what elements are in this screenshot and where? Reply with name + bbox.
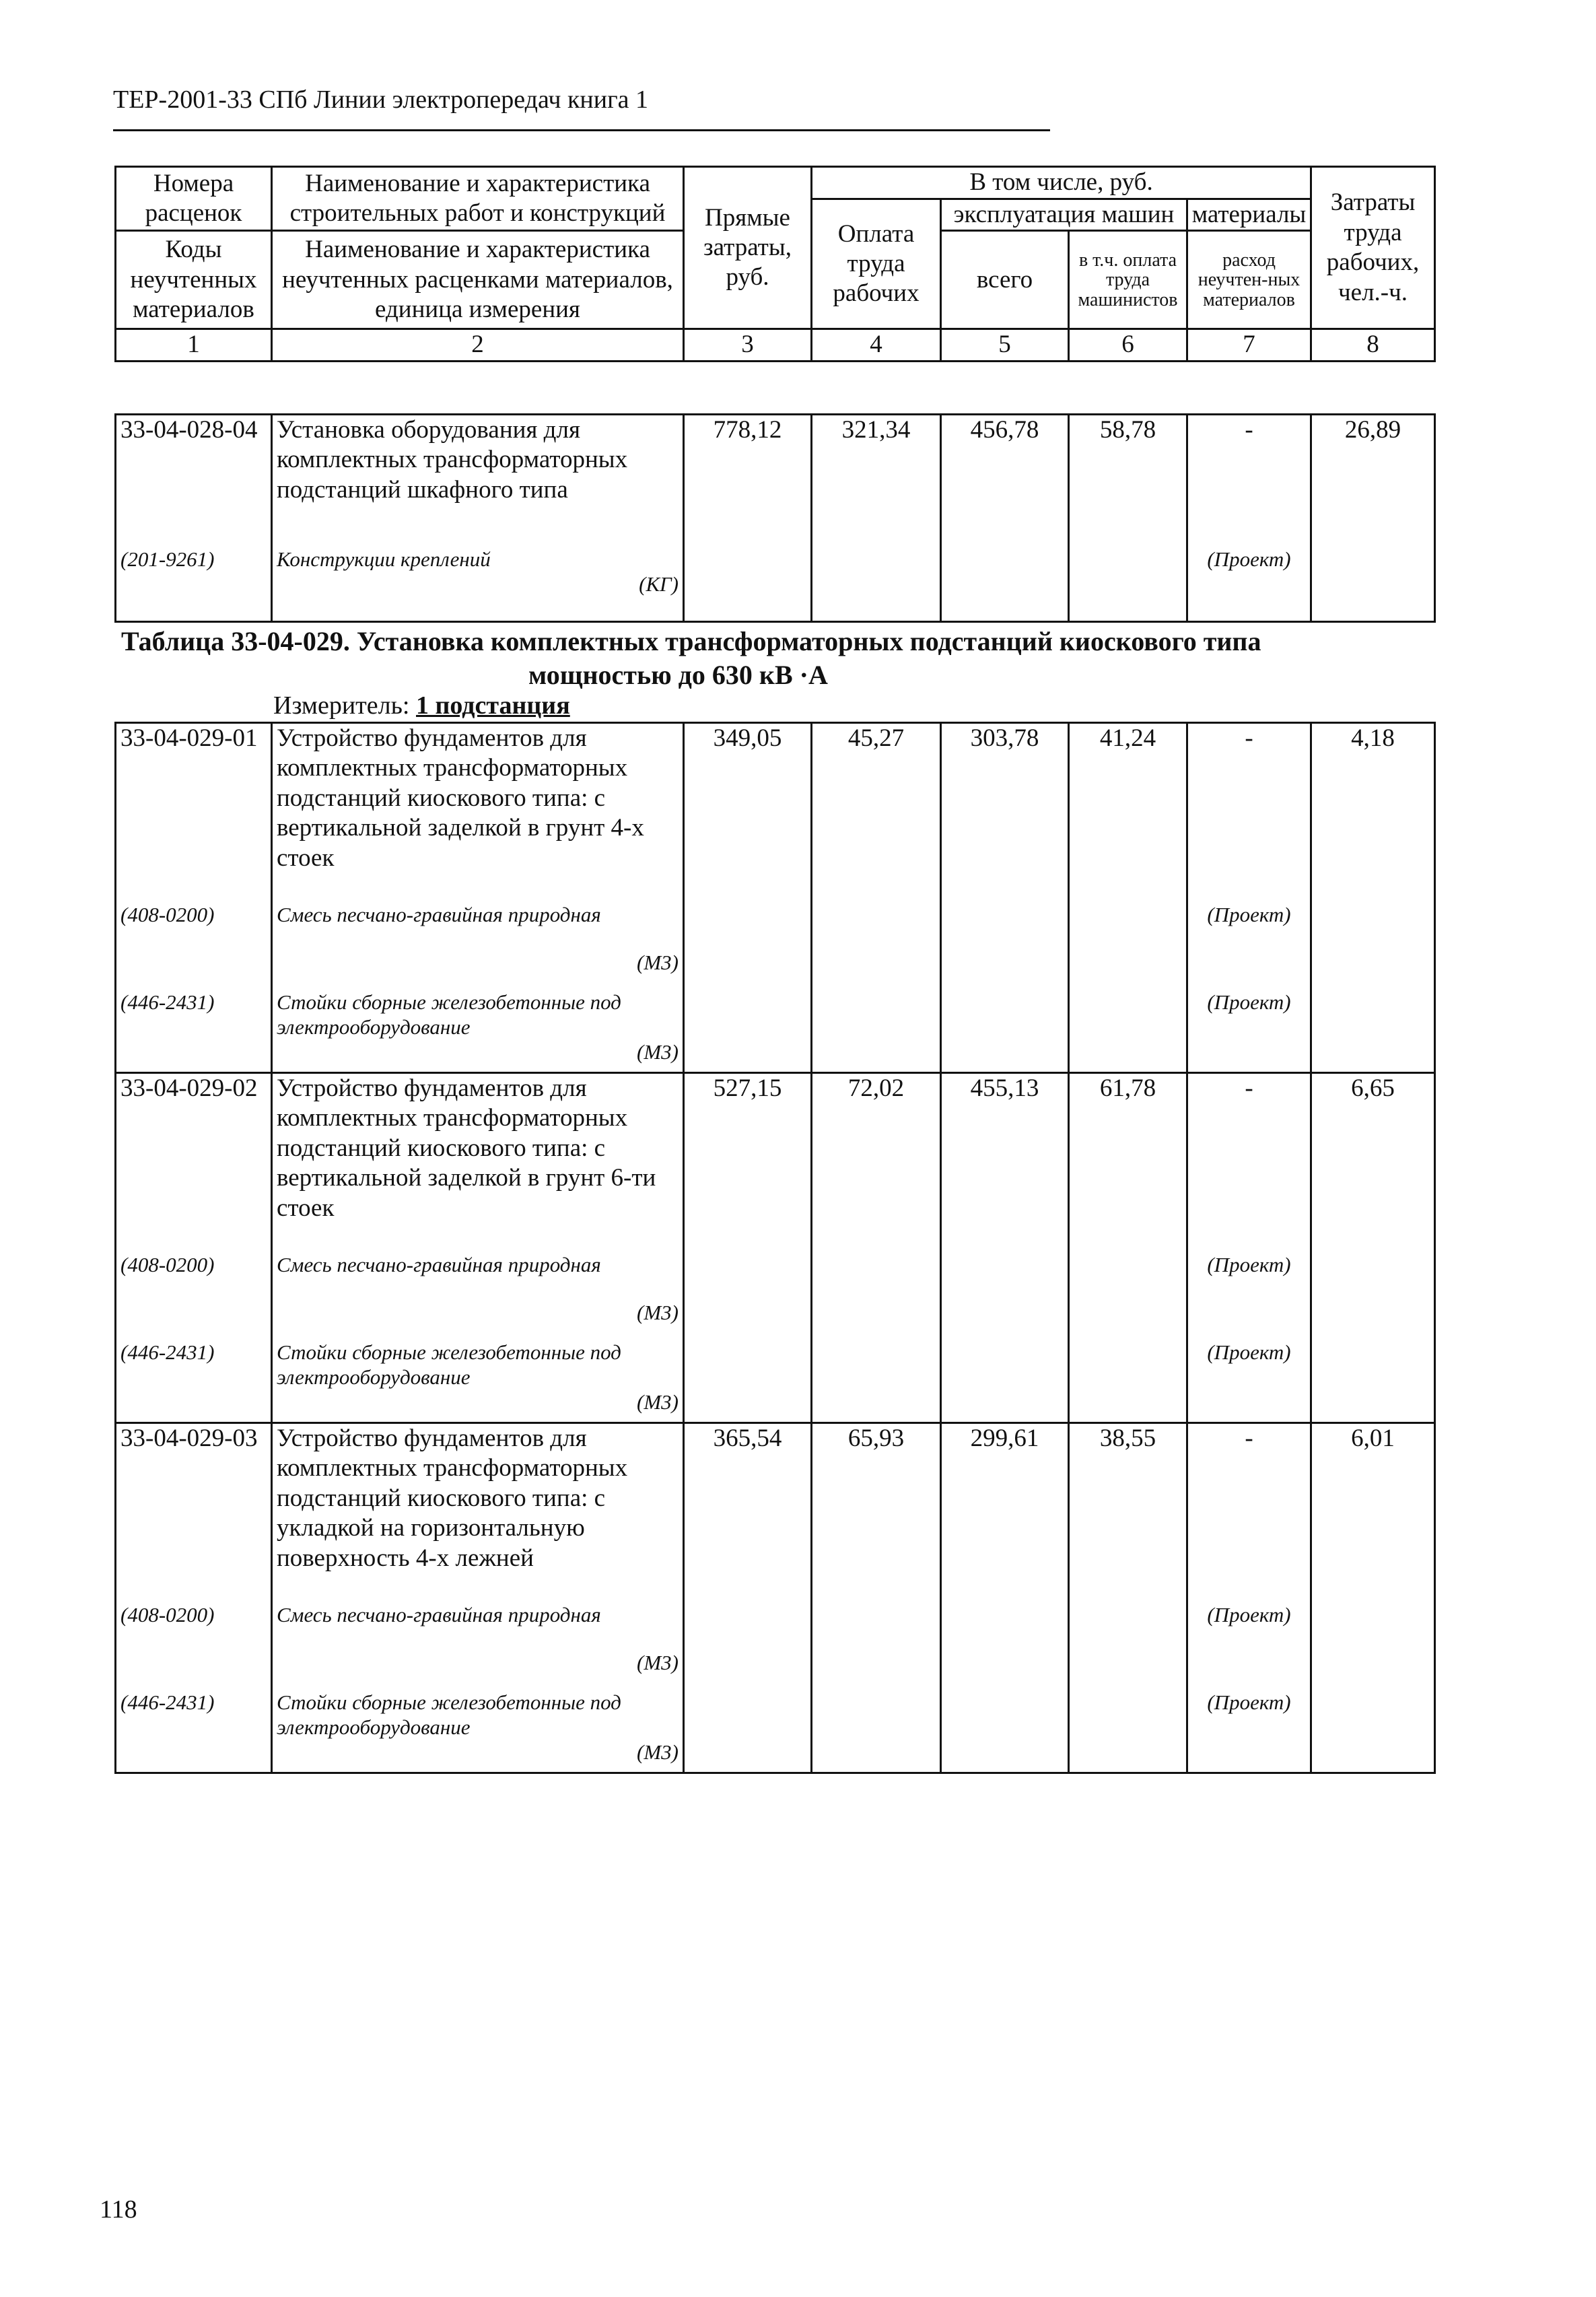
measure-unit — [273, 691, 570, 720]
material-unit: (М3) — [637, 1390, 679, 1414]
material-row — [116, 1247, 1435, 1340]
col-number: 5 — [941, 329, 1069, 361]
machines-total: 299,61 — [941, 1423, 1069, 1597]
direct-costs: 349,05 — [684, 723, 812, 897]
direct-costs: 778,12 — [684, 415, 812, 547]
header-rule — [113, 129, 1050, 131]
col-number: 6 — [1069, 329, 1187, 361]
direct-costs: 365,54 — [684, 1423, 812, 1597]
col-number: 2 — [272, 329, 684, 361]
including-header: В том числе, руб. — [812, 167, 1311, 199]
col-rate-numbers-header: Номера расценок — [116, 167, 272, 231]
caption-line-1: Таблица 33-04-029. Установка комплектных трансформаторных подстанций киоскового типа — [121, 626, 1261, 656]
material-row — [116, 990, 1435, 1073]
col-operators-pay-header — [1069, 231, 1187, 329]
rate-name: Устройство фундаментов для комплектных трансформаторных подстанций киоскового типа: с вертикальной заделкой в грунт 4-х стоек — [272, 723, 684, 897]
col-work-name-header: Наименование и характеристика строительных работ и конструкций — [272, 167, 684, 231]
material-unit: (М3) — [637, 1650, 679, 1674]
material-name: Смесь песчано-гравийная природная — [277, 902, 601, 926]
measure-value: 1 подстанция — [416, 691, 570, 720]
col-number: 3 — [684, 329, 812, 361]
unaccounted-materials-label: расход неучтен-ных материалов — [1198, 249, 1300, 310]
material-name: Конструкции креплений — [277, 547, 491, 571]
material-unit: (КГ) — [639, 572, 679, 596]
rates-table-1 — [114, 413, 1436, 623]
operators-pay-label: в т.ч. оплата труда машинистов — [1078, 249, 1178, 310]
material-name: Стойки сборные железобетонные под электрооборудование — [277, 1690, 621, 1739]
materials-header: материалы — [1187, 199, 1311, 231]
rate-name: Устройство фундаментов для комплектных трансформаторных подстанций киоскового типа: с укладкой на горизонтальную поверхность 4-х лежней — [272, 1423, 684, 1597]
col-number: 4 — [812, 329, 941, 361]
materials-value: - — [1187, 1073, 1311, 1247]
material-cell — [272, 1247, 684, 1340]
material-row — [116, 897, 1435, 990]
materials-value: - — [1187, 415, 1311, 547]
labor-pay: 72,02 — [812, 1073, 941, 1247]
material-row — [116, 547, 1435, 622]
material-unit: (М3) — [637, 1300, 679, 1324]
rate-code: 33-04-029-03 — [116, 1423, 272, 1597]
table-caption — [121, 625, 1380, 692]
material-unit: (М3) — [637, 950, 679, 974]
machines-total: 456,78 — [941, 415, 1069, 547]
material-note: (Проект) — [1187, 897, 1311, 990]
rate-code: 33-04-029-01 — [116, 723, 272, 897]
rate-code: 33-04-028-04 — [116, 415, 272, 547]
material-row — [116, 1690, 1435, 1773]
rate-name: Устройство фундаментов для комплектных трансформаторных подстанций киоскового типа: с вертикальной заделкой в грунт 6-ти стоек — [272, 1073, 684, 1247]
table-row — [116, 415, 1435, 547]
labor-hours: 4,18 — [1311, 723, 1435, 897]
machines-total: 303,78 — [941, 723, 1069, 897]
col-machines-total-header: всего — [941, 231, 1069, 329]
page-header: ТЕР-2001-33 СПб Линии электропередач книга 1 — [113, 85, 649, 114]
machines-header: эксплуатация машин — [941, 199, 1187, 231]
material-cell — [272, 1690, 684, 1773]
labor-pay: 65,93 — [812, 1423, 941, 1597]
material-code: (408-0200) — [116, 1247, 272, 1340]
material-note: (Проект) — [1187, 1340, 1311, 1423]
material-note: (Проект) — [1187, 1597, 1311, 1690]
col-number: 8 — [1311, 329, 1435, 361]
material-note: (Проект) — [1187, 547, 1311, 622]
col-direct-costs-header: Прямые затраты, руб. — [684, 167, 812, 329]
operators-pay: 58,78 — [1069, 415, 1187, 547]
material-unit: (М3) — [637, 1039, 679, 1064]
material-cell — [272, 990, 684, 1073]
col-material-name-header: Наименование и характеристика неучтенных расценками материалов, единица измерения — [272, 231, 684, 329]
col-number: 7 — [1187, 329, 1311, 361]
material-cell — [272, 1597, 684, 1690]
col-labor-hours-header: Затраты труда рабочих, чел.-ч. — [1311, 167, 1435, 329]
material-name: Стойки сборные железобетонные под электрооборудование — [277, 1340, 621, 1389]
col-unaccounted-materials-header — [1187, 231, 1311, 329]
material-name: Стойки сборные железобетонные под электрооборудование — [277, 990, 621, 1039]
rate-code: 33-04-029-02 — [116, 1073, 272, 1247]
page-number: 118 — [100, 2195, 137, 2224]
table-row — [116, 1073, 1435, 1247]
col-number: 1 — [116, 329, 272, 361]
material-note: (Проект) — [1187, 1247, 1311, 1340]
col-materials-codes-header: Коды неучтенных материалов — [116, 231, 272, 329]
labor-hours: 6,65 — [1311, 1073, 1435, 1247]
rates-table-2 — [114, 722, 1436, 1774]
operators-pay: 38,55 — [1069, 1423, 1187, 1597]
material-note: (Проект) — [1187, 990, 1311, 1073]
material-unit: (М3) — [637, 1740, 679, 1764]
material-code: (446-2431) — [116, 990, 272, 1073]
table-row — [116, 1423, 1435, 1597]
labor-pay: 45,27 — [812, 723, 941, 897]
operators-pay: 61,78 — [1069, 1073, 1187, 1247]
labor-hours: 6,01 — [1311, 1423, 1435, 1597]
material-cell — [272, 1340, 684, 1423]
measure-label: Измеритель: — [273, 691, 410, 720]
rate-name: Установка оборудования для комплектных трансформаторных подстанций шкафного типа — [272, 415, 684, 547]
material-name: Смесь песчано-гравийная природная — [277, 1252, 601, 1276]
caption-line-2: мощностью до 630 кВ ·А — [528, 660, 828, 690]
labor-pay: 321,34 — [812, 415, 941, 547]
col-labor-pay-header: Оплата труда рабочих — [812, 199, 941, 329]
material-code: (408-0200) — [116, 1597, 272, 1690]
materials-value: - — [1187, 1423, 1311, 1597]
material-cell — [272, 547, 684, 622]
material-row — [116, 1597, 1435, 1690]
material-row — [116, 1340, 1435, 1423]
material-code: (446-2431) — [116, 1690, 272, 1773]
materials-value: - — [1187, 723, 1311, 897]
material-code: (201-9261) — [116, 547, 272, 622]
direct-costs: 527,15 — [684, 1073, 812, 1247]
labor-hours: 26,89 — [1311, 415, 1435, 547]
material-code: (408-0200) — [116, 897, 272, 990]
material-code: (446-2431) — [116, 1340, 272, 1423]
material-cell — [272, 897, 684, 990]
material-name: Смесь песчано-гравийная природная — [277, 1602, 601, 1626]
table-row — [116, 723, 1435, 897]
column-header-table — [114, 166, 1436, 362]
machines-total: 455,13 — [941, 1073, 1069, 1247]
operators-pay: 41,24 — [1069, 723, 1187, 897]
material-note: (Проект) — [1187, 1690, 1311, 1773]
